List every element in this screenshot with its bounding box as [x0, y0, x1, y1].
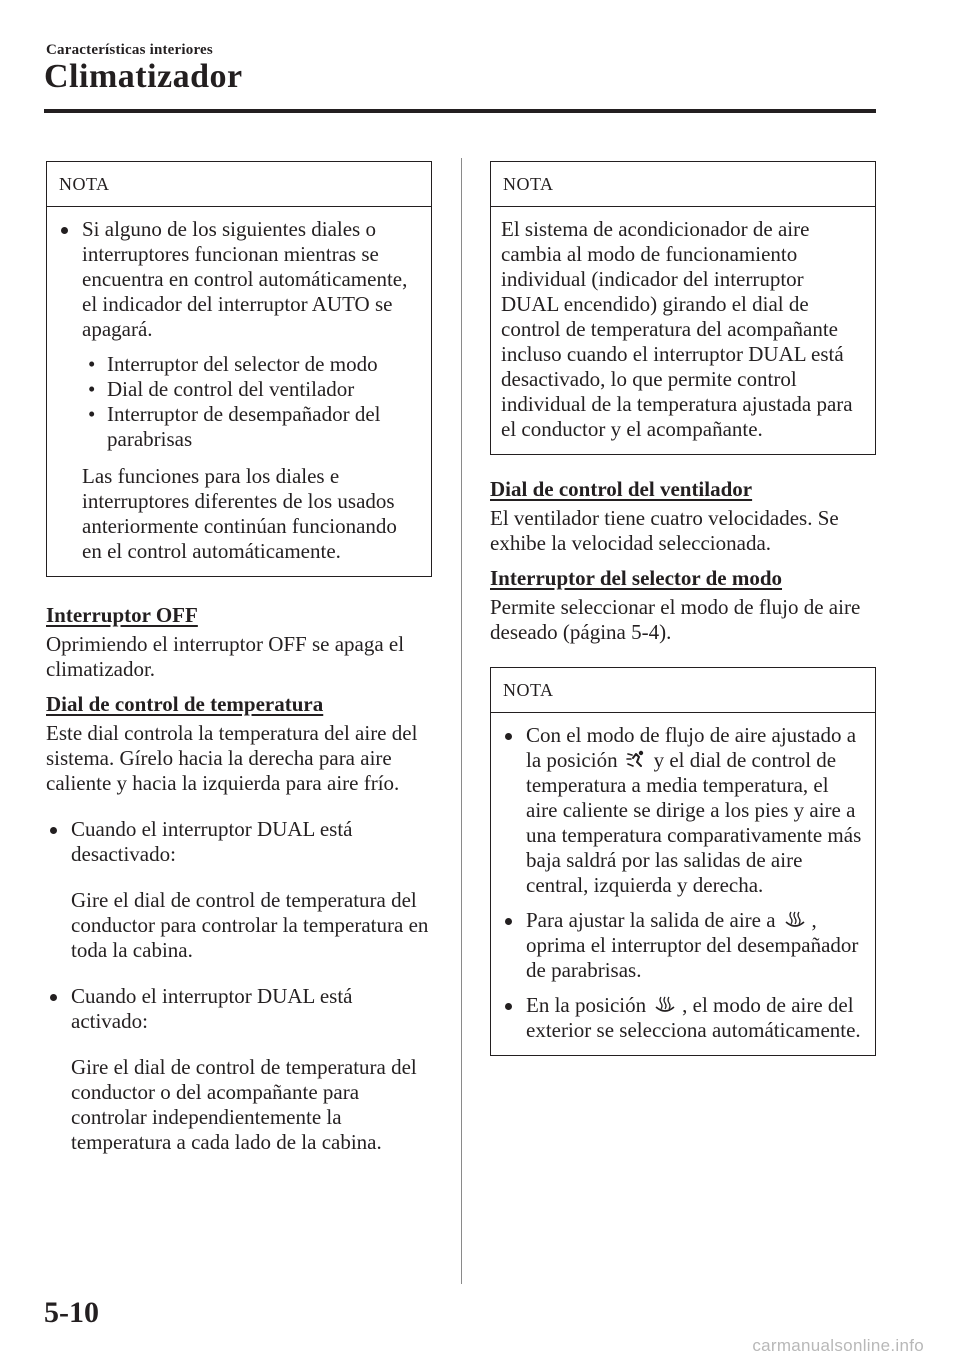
note-box-airflow — [490, 667, 876, 1056]
mode-selector-text: Permite seleccionar el modo de flujo de aire deseado (página 5-4). — [490, 595, 861, 644]
bullet-dot — [505, 733, 512, 740]
fan-dial-text: El ventilador tiene cuatro velocidades. Se exhibe la velocidad seleccionada. — [490, 506, 839, 555]
note-box-auto — [46, 161, 432, 577]
note-bullet-text: En la posición — [526, 993, 647, 1017]
windshield-defroster-icon — [654, 995, 676, 1015]
note-bullet — [57, 217, 421, 564]
bullet-dot — [50, 994, 57, 1001]
sub-bullet: • — [88, 352, 96, 376]
fan-dial-heading: Dial de control del ventilador — [490, 477, 753, 501]
page-title: Climatizador — [44, 58, 243, 95]
list-item-text: Interruptor de desempañador del parabrisas — [107, 402, 381, 451]
bullet-dot — [50, 827, 57, 834]
temperature-dial-heading: Dial de control de temperatura — [46, 692, 324, 716]
note-heading: NOTA — [491, 162, 875, 207]
bullet-dot — [505, 918, 512, 925]
note-bullet — [501, 908, 865, 983]
switch-list — [82, 352, 421, 452]
off-switch-heading: Interruptor OFF — [46, 603, 198, 627]
note-heading: NOTA — [47, 162, 431, 207]
bullet-dot — [61, 227, 68, 234]
dual-off-text: Gire el dial de control de temperatura del conductor para controlar la temperatura en toda la cabina. — [71, 888, 429, 962]
right-column — [490, 161, 876, 1056]
note-bullet — [501, 723, 865, 898]
note-body — [491, 713, 875, 1055]
dual-on-title: Cuando el interruptor DUAL está activado: — [71, 984, 353, 1033]
page-number: 5-10 — [44, 1296, 99, 1329]
sub-bullet: • — [88, 402, 96, 426]
bullet-dot — [505, 1003, 512, 1010]
note-bullet-text: Si alguno de los siguientes diales o interruptores funcionan mientras se encuentra en control automáticamente, el indicador del interruptor AUTO se apagará. — [82, 217, 408, 341]
note-bullet-text: y el dial de control de temperatura a media temperatura, el aire caliente se dirige a los pies y aire a una temperatura comparativamente más baja saldrá por las salidas de aire central, izquierda y derecha. — [526, 748, 862, 897]
list-item — [82, 352, 421, 377]
note-closing-text: Las funciones para los diales e interruptores diferentes de los usados anteriormente continúan funcionando en el control automáticamente. — [82, 464, 397, 563]
note-box-dual — [490, 161, 876, 455]
mode-selector-heading: Interruptor del selector de modo — [490, 566, 783, 590]
dual-on-text: Gire el dial de control de temperatura del conductor o del acompañante para controlar independientemente la temperatura a cada lado de la cabina. — [71, 1055, 417, 1154]
section-label: Características interiores — [46, 42, 213, 58]
note-text: El sistema de acondicionador de aire cambia al modo de funcionamiento individual (indicador del interruptor DUAL encendido) girando el dial de control de temperatura del acompañante incluso cuando el interruptor DUAL está desactivado, lo que permite control individual de la temperatura ajustada para el conductor y el acompañante. — [501, 217, 853, 441]
note-bullet-text: , el modo de aire del exterior se selecciona automáticamente. — [526, 993, 861, 1042]
dual-off-title: Cuando el interruptor DUAL está desactivado: — [71, 817, 353, 866]
temperature-dial-text: Este dial controla la temperatura del aire del sistema. Gírelo hacia la derecha para aire caliente y hacia la izquierda para aire frío. — [46, 721, 418, 795]
list-item-text: Interruptor del selector de modo — [107, 352, 378, 376]
list-item — [82, 377, 421, 402]
floor-vent-mode-icon — [626, 750, 648, 770]
watermark: carmanualsonline.info — [752, 1336, 924, 1355]
column-divider — [461, 158, 462, 1284]
note-bullet — [501, 993, 865, 1043]
off-switch-text: Oprimiendo el interruptor OFF se apaga el climatizador. — [46, 632, 405, 681]
windshield-defroster-icon — [784, 910, 806, 930]
dual-off-bullet — [46, 817, 432, 963]
note-bullet-text: , oprima el interruptor del desempañador de parabrisas. — [526, 908, 859, 982]
sub-bullet: • — [88, 377, 96, 401]
note-bullet-text: Para ajustar la salida de aire a — [526, 908, 776, 932]
left-column — [46, 161, 432, 1176]
list-item-text: Dial de control del ventilador — [107, 377, 355, 401]
note-body — [47, 207, 431, 576]
dual-on-bullet — [46, 984, 432, 1155]
title-rule — [44, 109, 876, 113]
note-body — [491, 207, 875, 454]
note-heading: NOTA — [491, 668, 875, 713]
list-item — [82, 402, 421, 452]
note-bullet-text: Con el modo de flujo de aire ajustado a la posición — [526, 723, 857, 772]
